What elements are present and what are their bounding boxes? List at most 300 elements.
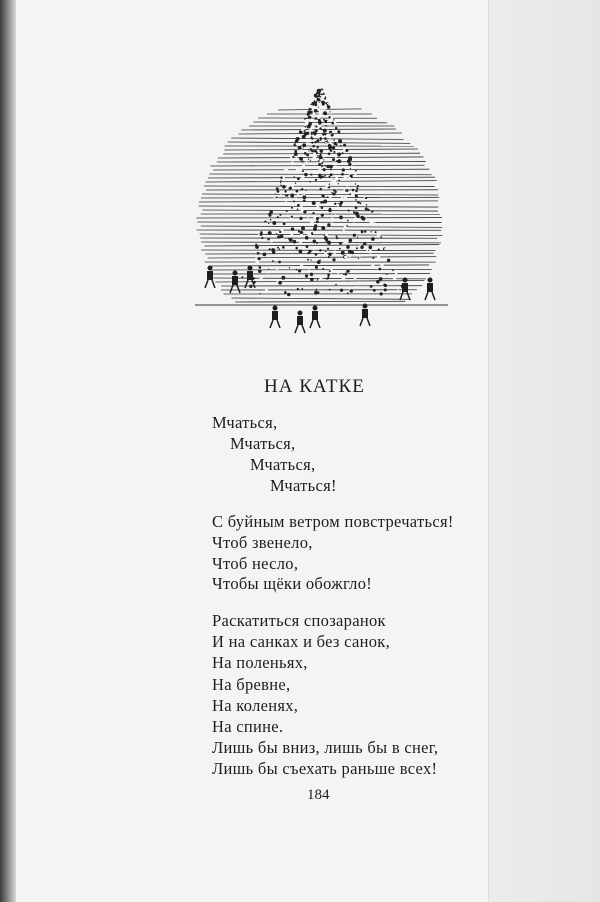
tree-mark xyxy=(375,231,377,233)
tree-mark xyxy=(342,152,344,154)
tree-mark xyxy=(364,230,366,232)
tree-mark xyxy=(323,111,327,115)
tree-mark xyxy=(338,183,339,184)
tree-mark xyxy=(315,130,318,133)
hatch-line xyxy=(201,250,435,251)
tree-mark xyxy=(292,161,294,163)
tree-mark xyxy=(323,240,325,242)
tree-mark xyxy=(337,272,339,274)
tree-mark xyxy=(272,221,276,225)
tree-mark xyxy=(265,289,268,292)
tree-mark xyxy=(305,189,306,190)
tree-mark xyxy=(317,155,318,156)
tree-mark xyxy=(327,241,331,245)
tree-mark xyxy=(365,197,367,199)
tree-mark xyxy=(255,260,259,264)
tree-mark xyxy=(294,152,298,156)
tree-mark xyxy=(380,236,382,238)
tree-mark xyxy=(343,189,345,191)
tree-mark xyxy=(341,158,344,161)
tree-mark xyxy=(314,132,317,135)
tree-mark xyxy=(270,219,272,221)
tree-mark xyxy=(319,125,321,127)
hatch-line xyxy=(197,222,441,223)
tree-mark xyxy=(387,259,390,262)
tree-mark xyxy=(276,233,277,234)
tree-mark xyxy=(323,128,324,129)
tree-mark xyxy=(292,156,294,158)
poem-line: На спине. xyxy=(212,717,284,736)
christmas-tree-skating-illustration xyxy=(190,80,455,345)
tree-mark xyxy=(287,293,290,296)
tree-mark xyxy=(370,231,371,232)
tree-mark xyxy=(296,143,299,146)
tree-mark xyxy=(333,139,335,141)
tree-mark xyxy=(340,155,342,157)
page-edge-shade xyxy=(488,0,600,902)
tree-mark xyxy=(343,176,347,180)
poem-line: Чтоб несло, xyxy=(212,554,299,573)
tree-mark xyxy=(322,95,325,98)
tree-mark xyxy=(339,248,341,250)
tree-mark xyxy=(355,206,358,209)
poem-line: Мчаться, xyxy=(230,434,296,453)
tree-mark xyxy=(325,233,328,236)
tree-mark xyxy=(263,253,267,257)
tree-mark xyxy=(280,177,282,179)
tree-mark xyxy=(343,229,345,231)
tree-mark xyxy=(318,168,321,171)
tree-mark xyxy=(321,194,324,197)
tree-mark xyxy=(327,248,329,250)
tree-mark xyxy=(376,267,378,269)
tree-mark xyxy=(297,288,299,290)
tree-mark xyxy=(353,234,356,237)
tree-mark xyxy=(349,239,353,243)
tree-mark xyxy=(320,153,322,155)
tree-mark xyxy=(258,266,261,269)
tree-mark xyxy=(360,216,363,219)
tree-mark xyxy=(280,194,282,196)
tree-mark xyxy=(345,191,348,194)
tree-mark xyxy=(378,268,381,271)
tree-mark xyxy=(313,152,316,155)
tree-mark xyxy=(322,268,324,270)
hatch-line xyxy=(239,133,402,134)
tree-mark xyxy=(303,195,307,199)
tree-mark xyxy=(279,231,281,233)
tree-mark xyxy=(271,248,275,252)
tree-mark xyxy=(332,258,335,261)
tree-mark xyxy=(341,251,345,255)
tree-mark xyxy=(300,210,303,213)
tree-mark xyxy=(327,104,329,106)
tree-mark xyxy=(298,159,300,161)
tree-mark xyxy=(320,254,321,255)
tree-mark xyxy=(328,152,331,155)
poem-line: Мчаться, xyxy=(250,455,316,474)
tree-mark xyxy=(321,206,324,209)
tree-mark xyxy=(260,233,263,236)
hatch-line xyxy=(235,301,405,302)
tree-mark xyxy=(327,103,328,104)
tree-mark xyxy=(331,122,334,125)
tree-mark xyxy=(344,273,347,276)
tree-mark xyxy=(346,225,348,227)
tree-mark xyxy=(301,129,304,132)
tree-mark xyxy=(318,266,320,268)
tree-mark xyxy=(316,220,319,223)
tree-mark xyxy=(311,259,312,260)
tree-mark xyxy=(330,117,333,120)
tree-mark xyxy=(312,201,316,205)
poem-line: На поленьях, xyxy=(212,653,308,672)
tree-mark xyxy=(315,104,318,107)
tree-mark xyxy=(323,168,326,171)
tree-mark xyxy=(360,245,364,249)
tree-mark xyxy=(351,191,355,195)
tree-mark xyxy=(301,177,305,181)
tree-mark xyxy=(261,237,263,239)
tree-mark xyxy=(345,242,348,245)
tree-mark xyxy=(278,261,281,264)
tree-mark xyxy=(324,137,327,140)
tree-mark xyxy=(377,234,380,237)
tree-mark xyxy=(299,217,302,220)
tree-mark xyxy=(329,213,330,214)
tree-mark xyxy=(260,293,261,294)
tree-mark xyxy=(370,285,373,288)
tree-mark xyxy=(317,291,319,293)
skater-figure xyxy=(295,311,305,334)
tree-mark xyxy=(267,270,271,274)
tree-mark xyxy=(301,160,303,162)
tree-mark xyxy=(324,252,327,255)
tree-mark xyxy=(296,190,299,193)
tree-mark xyxy=(335,176,338,179)
tree-mark xyxy=(282,246,285,249)
skater-figure xyxy=(425,278,435,301)
tree-mark xyxy=(370,220,374,224)
tree-mark xyxy=(314,109,317,112)
tree-mark xyxy=(312,145,315,148)
tree-mark xyxy=(290,234,293,237)
tree-mark xyxy=(356,187,358,189)
tree-mark xyxy=(330,149,333,152)
tree-mark xyxy=(328,256,330,258)
tree-mark xyxy=(295,156,297,158)
tree-mark xyxy=(299,243,300,244)
tree-mark xyxy=(269,208,270,209)
hatch-line xyxy=(201,226,442,227)
tree-mark xyxy=(351,251,354,254)
tree-mark xyxy=(296,269,298,271)
tree-mark xyxy=(379,277,383,281)
tree-mark xyxy=(374,267,376,269)
tree-mark xyxy=(320,290,323,293)
tree-mark xyxy=(348,157,352,161)
tree-mark xyxy=(317,116,320,119)
tree-mark xyxy=(297,194,299,196)
tree-mark xyxy=(258,257,261,260)
tree-mark xyxy=(293,240,297,244)
tree-mark xyxy=(316,289,317,290)
hatch-line xyxy=(200,234,443,235)
skater-figure xyxy=(245,266,255,289)
tree-mark xyxy=(308,158,309,159)
tree-mark xyxy=(357,237,358,238)
tree-mark xyxy=(341,173,344,176)
tree-mark xyxy=(322,99,324,101)
tree-mark xyxy=(289,238,293,242)
tree-mark xyxy=(379,292,382,295)
tree-mark xyxy=(393,277,396,280)
tree-mark xyxy=(316,108,317,109)
tree-mark xyxy=(392,269,394,271)
tree-mark xyxy=(371,237,375,241)
tree-mark xyxy=(347,220,349,222)
tree-mark xyxy=(322,201,325,204)
tree-mark xyxy=(331,192,333,194)
tree-mark xyxy=(363,242,366,245)
tree-mark xyxy=(290,194,294,198)
tree-mark xyxy=(356,215,360,219)
tree-mark xyxy=(297,208,299,210)
tree-mark xyxy=(371,264,374,267)
tree-mark xyxy=(281,182,282,183)
tree-mark xyxy=(376,280,380,284)
tree-mark xyxy=(384,288,387,291)
tree-mark xyxy=(307,259,309,261)
tree-mark xyxy=(350,168,351,169)
tree-mark xyxy=(317,100,318,101)
tree-mark xyxy=(289,198,290,199)
tree-mark xyxy=(341,276,345,280)
tree-mark xyxy=(336,204,339,207)
tree-mark xyxy=(355,228,356,229)
poem-line: На коленях, xyxy=(212,696,299,715)
tree-mark xyxy=(359,264,360,265)
tree-mark xyxy=(341,196,344,199)
poem-line: Мчаться! xyxy=(270,476,337,495)
tree-mark xyxy=(276,283,278,285)
tree-mark xyxy=(313,227,317,231)
tree-mark xyxy=(287,184,290,187)
tree-mark xyxy=(329,289,331,291)
tree-mark xyxy=(327,292,328,293)
tree-mark xyxy=(335,155,337,157)
tree-mark xyxy=(395,272,397,274)
skater-figure xyxy=(205,266,215,289)
hatch-line xyxy=(208,257,437,258)
tree-mark xyxy=(329,184,330,185)
tree-mark xyxy=(295,198,298,201)
tree-mark xyxy=(331,133,334,136)
tree-mark xyxy=(313,113,316,116)
hatch-line xyxy=(201,197,439,198)
tree-mark xyxy=(329,110,333,114)
tree-mark xyxy=(277,235,280,238)
tree-mark xyxy=(322,175,324,177)
tree-mark xyxy=(284,198,288,202)
tree-mark xyxy=(307,113,310,116)
tree-mark xyxy=(298,230,300,232)
tree-mark xyxy=(308,269,309,270)
tree-mark xyxy=(308,123,311,126)
tree-mark xyxy=(286,210,288,212)
tree-mark xyxy=(383,283,385,285)
tree-mark xyxy=(276,268,278,270)
tree-mark xyxy=(291,227,294,230)
tree-mark xyxy=(354,276,357,279)
tree-mark xyxy=(327,223,330,226)
tree-mark xyxy=(319,276,322,279)
tree-mark xyxy=(355,183,356,184)
tree-mark xyxy=(336,160,338,162)
tree-mark xyxy=(329,197,331,199)
tree-mark xyxy=(300,265,303,268)
tree-mark xyxy=(325,133,327,135)
tree-mark xyxy=(384,248,386,250)
tree-mark xyxy=(343,148,345,150)
poem-line: С буйным ветром повстречаться! xyxy=(212,512,454,531)
tree-mark xyxy=(332,146,335,149)
tree-mark xyxy=(310,220,314,224)
tree-mark xyxy=(273,194,276,197)
tree-mark xyxy=(333,192,336,195)
tree-mark xyxy=(334,165,337,168)
tree-mark xyxy=(304,194,305,195)
skater-figure xyxy=(360,304,370,327)
tree-mark xyxy=(295,182,296,183)
tree-mark xyxy=(269,218,270,219)
hatch-line xyxy=(210,165,424,166)
tree-mark xyxy=(338,139,342,143)
tree-mark xyxy=(282,185,286,189)
tree-mark xyxy=(318,121,322,125)
tree-mark xyxy=(311,144,313,146)
tree-mark xyxy=(315,126,317,128)
tree-mark xyxy=(310,148,313,151)
tree-mark xyxy=(291,216,293,218)
tree-mark xyxy=(277,190,280,193)
poem-line: Раскатиться спозаранок xyxy=(212,611,386,630)
tree-mark xyxy=(372,291,374,293)
tree-mark xyxy=(319,159,322,162)
tree-mark xyxy=(323,129,326,132)
tree-mark xyxy=(328,209,332,213)
poem-line: Лишь бы вниз, лишь бы в снег, xyxy=(212,738,439,757)
hatch-line xyxy=(205,181,436,182)
tree-mark xyxy=(280,180,281,181)
tree-mark xyxy=(353,211,355,213)
skater-figure xyxy=(270,306,280,329)
tree-mark xyxy=(330,168,332,170)
tree-mark xyxy=(347,280,348,281)
tree-mark xyxy=(300,206,304,210)
tree-mark xyxy=(328,144,331,147)
tree-mark xyxy=(311,137,313,139)
tree-mark xyxy=(290,156,292,158)
tree-mark xyxy=(268,231,272,235)
tree-mark xyxy=(304,152,307,155)
tree-mark xyxy=(304,173,307,176)
tree-mark xyxy=(336,237,338,239)
tree-mark xyxy=(324,165,326,167)
tree-mark xyxy=(336,235,338,237)
tree-mark xyxy=(301,188,303,190)
tree-mark xyxy=(371,210,373,212)
page-number: 184 xyxy=(307,787,330,803)
tree-mark xyxy=(354,174,356,176)
tree-mark xyxy=(338,180,340,182)
tree-mark xyxy=(323,93,324,94)
tree-mark xyxy=(343,267,344,268)
tree-mark xyxy=(298,269,301,272)
tree-mark xyxy=(310,160,311,161)
tree-mark xyxy=(303,210,306,213)
tree-mark xyxy=(366,250,368,252)
tree-mark xyxy=(330,271,332,273)
tree-mark xyxy=(324,274,328,278)
tree-mark xyxy=(357,201,360,204)
tree-mark xyxy=(297,177,300,180)
poem-line: Лишь бы съехать раньше всех! xyxy=(212,759,438,778)
tree-mark xyxy=(279,214,281,216)
tree-mark xyxy=(328,176,330,178)
tree-mark xyxy=(336,144,338,146)
tree-mark xyxy=(320,188,322,190)
tree-mark xyxy=(309,128,312,131)
hatch-line xyxy=(205,245,440,246)
tree-mark xyxy=(310,273,313,276)
tree-mark xyxy=(301,288,303,290)
tree-mark xyxy=(284,291,287,294)
tree-mark xyxy=(342,168,345,171)
tree-mark xyxy=(299,168,302,171)
tree-mark xyxy=(355,194,358,197)
tree-mark xyxy=(317,205,318,206)
tree-mark xyxy=(257,252,260,255)
tree-mark xyxy=(310,181,311,182)
tree-mark xyxy=(320,149,323,152)
skater-figure xyxy=(310,306,320,329)
tree-mark xyxy=(260,275,263,278)
tree-mark xyxy=(324,234,326,236)
tree-mark xyxy=(316,146,318,148)
tree-mark xyxy=(332,247,334,249)
tree-mark xyxy=(352,222,355,225)
tree-mark xyxy=(314,100,316,102)
tree-mark xyxy=(348,254,351,257)
tree-mark xyxy=(301,226,304,229)
tree-mark xyxy=(308,233,311,236)
tree-mark xyxy=(272,260,274,262)
tree-mark xyxy=(297,228,298,229)
tree-mark xyxy=(315,253,318,256)
tree-mark xyxy=(307,156,308,157)
tree-mark xyxy=(346,271,347,272)
tree-mark xyxy=(333,250,337,254)
tree-mark xyxy=(267,238,269,240)
tree-mark xyxy=(343,274,344,275)
tree-mark xyxy=(294,172,296,174)
tree-mark xyxy=(285,169,288,172)
tree-mark xyxy=(330,173,333,176)
tree-mark xyxy=(313,120,315,122)
tree-mark xyxy=(245,263,247,265)
tree-mark xyxy=(258,234,260,236)
